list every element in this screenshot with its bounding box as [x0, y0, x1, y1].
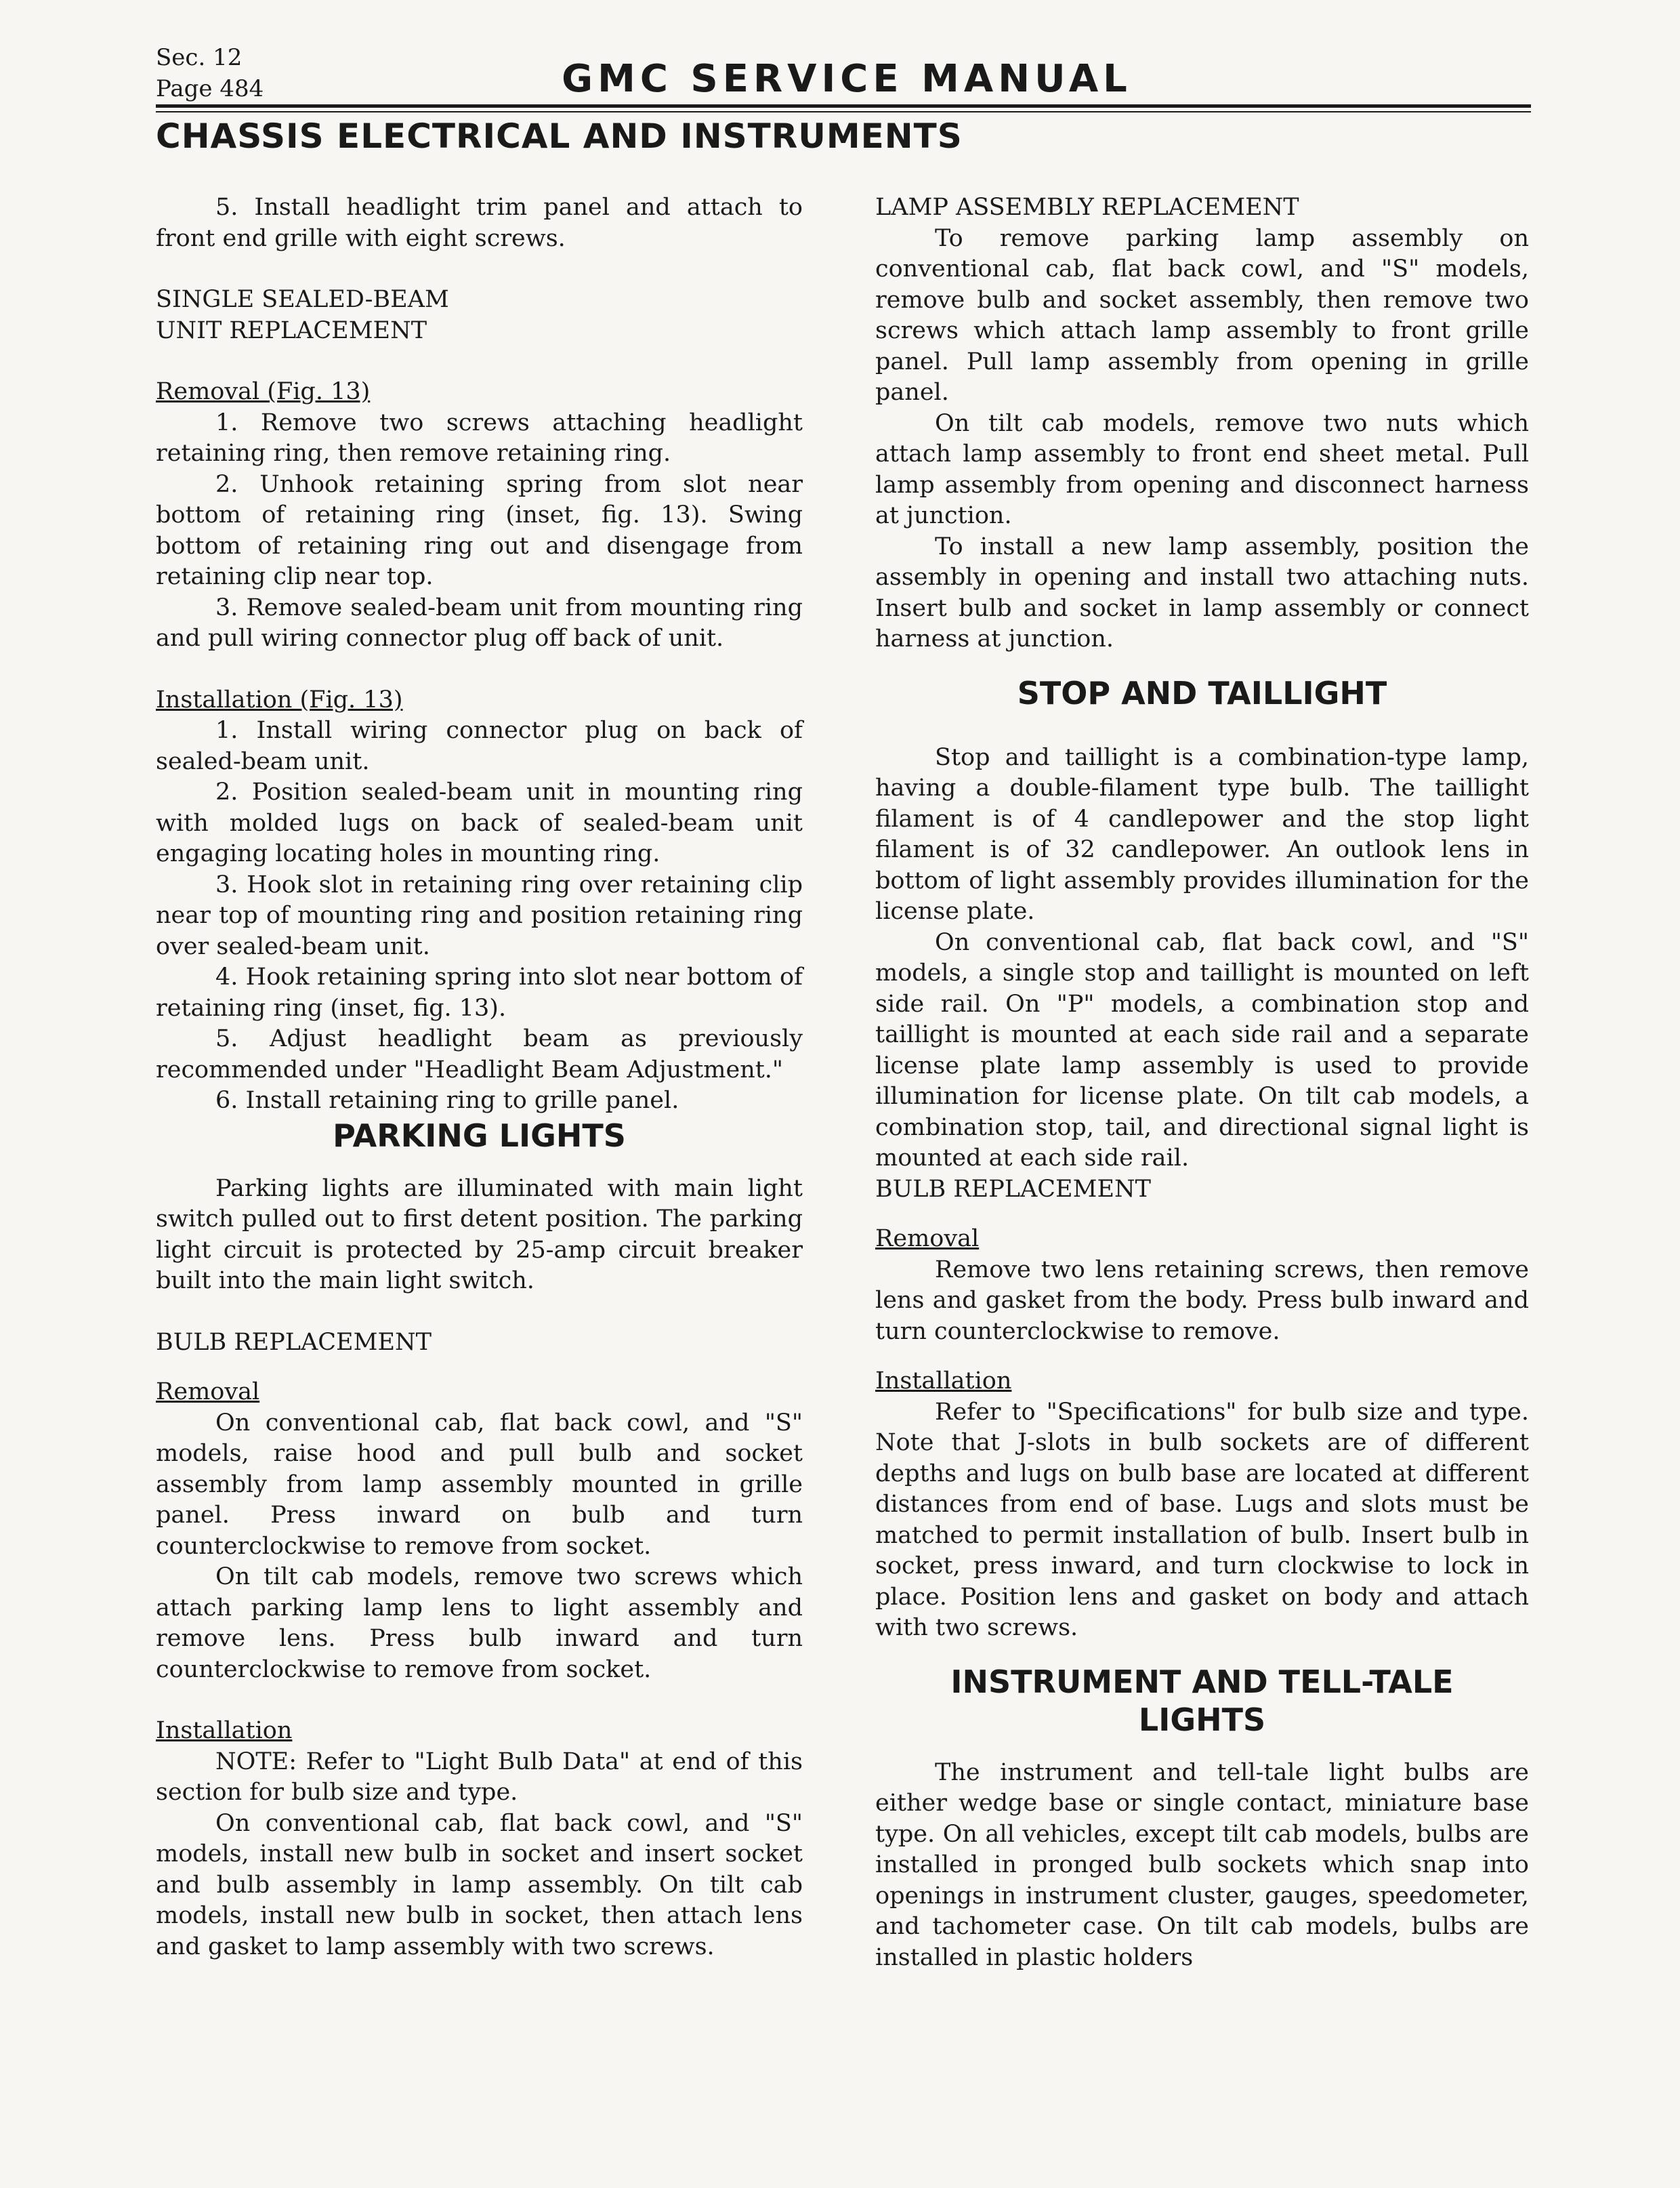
paragraph: To remove parking lamp assembly on conventional cab, flat back cowl, and "S" models, remove bulb and socket assembly, then remove two screws which attach lamp assembly to front grille panel. Pull lamp assembly from opening in grille panel.	[875, 224, 1529, 406]
paragraph: The instrument and tell-tale light bulbs are either wedge base or single contact, miniature base type. On all vehicles, except tilt cab models, bulbs are installed in pronged bulb sockets which snap into openings in instrument cluster, gauges, speedometer, and tachometer case. On tilt cab models, bulbs are installed in plastic holders	[875, 1758, 1529, 1971]
section-heading-parking-lights: PARKING LIGHTS	[333, 1117, 626, 1154]
paragraph: On tilt cab models, remove two screws which attach parking lamp lens to light assembly and remove lens. Press bulb inward and turn counterclockwise to remove from socket.	[156, 1563, 803, 1683]
step: 3. Remove sealed-beam unit from mounting ring and pull wiring connector plug off back of unit.	[156, 594, 803, 652]
subheading: BULB REPLACEMENT	[156, 1328, 432, 1356]
page-number: Page 484	[156, 75, 264, 102]
step: 2. Unhook retaining spring from slot near bottom of retaining ring (inset, fig. 13). Swing bottom of retaining ring out and disengage from retaining clip near top.	[156, 470, 803, 590]
chapter-title: CHASSIS ELECTRICAL AND INSTRUMENTS	[156, 117, 963, 156]
paragraph: On conventional cab, flat back cowl, and "S" models, a single stop and taillight is mounted on left side rail. On "P" models, a combination stop and taillight is mounted at each side rail and a separate license plate lamp assembly is used to provide illumination for license plate. On tilt cab models, a combination stop, tail, and directional signal light is mounted at each side rail.	[875, 928, 1529, 1172]
step: 5. Adjust headlight beam as previously recommended under "Headlight Beam Adjustment."	[156, 1025, 803, 1083]
paragraph: To install a new lamp assembly, position the assembly in opening and install two attaching nuts. Insert bulb and socket in lamp assembly or connect harness at junction.	[875, 533, 1529, 653]
paragraph: On tilt cab models, remove two nuts which attach lamp assembly to front end sheet metal. Pull lamp assembly from opening and disconnect harness at junction.	[875, 409, 1529, 529]
subheading: SINGLE SEALED-BEAM	[156, 286, 449, 313]
paragraph: Remove two lens retaining screws, then remove lens and gasket from the body. Press bulb inward and turn counterclockwise to remove.	[875, 1256, 1529, 1345]
step: 3. Hook slot in retaining ring over retaining clip near top of mounting ring and position retaining ring over sealed-beam unit.	[156, 871, 803, 960]
header-rule	[156, 104, 1531, 108]
subheading: UNIT REPLACEMENT	[156, 316, 427, 344]
paragraph: On conventional cab, flat back cowl, and "S" models, raise hood and pull bulb and socket assembly from lamp assembly mounted in grille panel. Press inward on bulb and turn counterclockwise to remove from socket.	[156, 1409, 803, 1560]
paragraph: Parking lights are illuminated with main light switch pulled out to first detent position. The parking light circuit is protected by 25-amp circuit breaker built into the main light switch.	[156, 1174, 803, 1294]
left-column	[156, 192, 803, 1962]
paragraph: Refer to "Specifications" for bulb size and type. Note that J-slots in bulb sockets are of different depths and lugs on bulb base are located at different distances from end of base. Lugs and slots must be matched to permit installation of bulb. Insert bulb in socket, press inward, and turn clockwise to lock in place. Position lens and gasket on body and attach with two screws.	[875, 1398, 1529, 1641]
subheading-installation: Installation (Fig. 13)	[156, 686, 403, 714]
section-heading-instrument-lights	[875, 1663, 1529, 1739]
step: 6. Install retaining ring to grille panel.	[215, 1087, 679, 1114]
step: 1. Install wiring connector plug on back of sealed-beam unit.	[156, 717, 803, 775]
subheading-installation: Installation	[875, 1367, 1012, 1395]
subheading: LAMP ASSEMBLY REPLACEMENT	[875, 194, 1299, 221]
step: 4. Hook retaining spring into slot near bottom of retaining ring (inset, fig. 13).	[156, 964, 803, 1022]
step: 1. Remove two screws attaching headlight retaining ring, then remove retaining ring.	[156, 409, 803, 467]
subheading-removal: Removal	[875, 1225, 980, 1252]
section-number: Sec. 12	[156, 44, 243, 71]
subheading-removal: Removal (Fig. 13)	[156, 378, 371, 405]
paragraph: Stop and taillight is a combination-type lamp, having a double-filament type bulb. The taillight filament is of 4 candlepower and the stop light filament is of 32 candlepower. An outlook lens in bottom of light assembly provides illumination for the license plate.	[875, 743, 1529, 925]
header-rule-thin	[156, 111, 1531, 112]
right-column	[875, 192, 1529, 1973]
section-info	[156, 42, 264, 104]
paragraph: 5. Install headlight trim panel and attach to front end grille with eight screws.	[156, 194, 803, 252]
step: 2. Position sealed-beam unit in mounting ring with molded lugs on back of sealed-beam unit engaging locating holes in mounting ring.	[156, 779, 803, 867]
heading-line: INSTRUMENT AND TELL-TALE	[950, 1663, 1454, 1700]
note: NOTE: Refer to "Light Bulb Data" at end of this section for bulb size and type.	[156, 1748, 803, 1806]
section-heading-stop-taillight: STOP AND TAILLIGHT	[1017, 674, 1387, 711]
subheading-installation: Installation	[156, 1717, 293, 1744]
heading-line: LIGHTS	[1138, 1701, 1266, 1738]
paragraph: On conventional cab, flat back cowl, and "S" models, install new bulb in socket and insert socket and bulb assembly in lamp assembly. On tilt cab models, install new bulb in socket, then attach lens and gasket to lamp assembly with two screws.	[156, 1809, 803, 1960]
subheading: BULB REPLACEMENT	[875, 1175, 1151, 1203]
manual-title: GMC SERVICE MANUAL	[562, 57, 1132, 101]
subheading-removal: Removal	[156, 1378, 260, 1405]
